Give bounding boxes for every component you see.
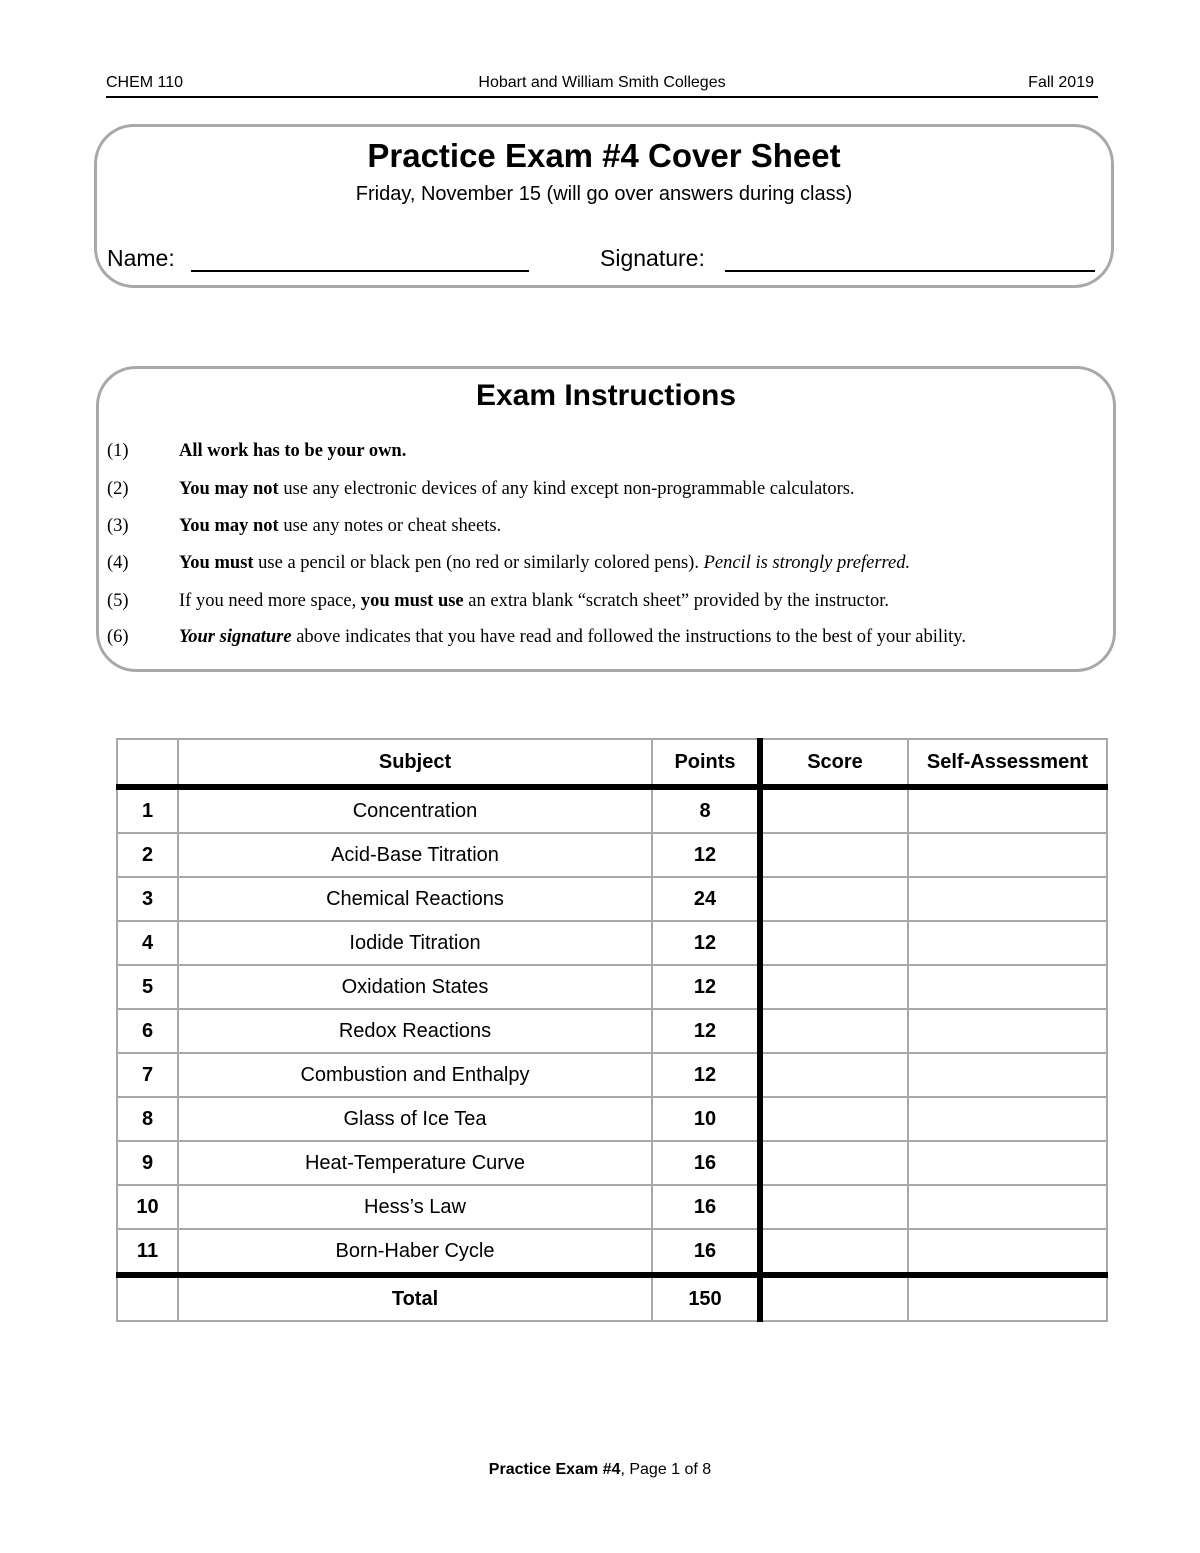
score-cell[interactable]	[760, 965, 908, 1009]
score-cell[interactable]	[760, 877, 908, 921]
signature-label: Signature:	[600, 245, 705, 271]
column-header-subject: Subject	[178, 739, 652, 787]
question-subject: Glass of Ice Tea	[178, 1097, 652, 1141]
question-subject: Concentration	[178, 787, 652, 833]
question-number: 5	[117, 965, 178, 1009]
self-assessment-cell[interactable]	[908, 1141, 1107, 1185]
total-points: 150	[652, 1275, 760, 1321]
column-header-points: Points	[652, 739, 760, 787]
self-assessment-cell[interactable]	[908, 833, 1107, 877]
question-points: 24	[652, 877, 760, 921]
question-points: 16	[652, 1185, 760, 1229]
question-subject: Heat-Temperature Curve	[178, 1141, 652, 1185]
score-cell[interactable]	[760, 787, 908, 833]
question-subject: Acid-Base Titration	[178, 833, 652, 877]
table-row	[117, 1229, 1107, 1275]
self-assessment-cell[interactable]	[908, 1097, 1107, 1141]
table-row	[117, 1097, 1107, 1141]
table-header-row	[117, 739, 1107, 787]
page-footer	[0, 1461, 1200, 1479]
question-points: 16	[652, 1141, 760, 1185]
self-assessment-cell[interactable]	[908, 787, 1107, 833]
total-self-assessment-cell[interactable]	[908, 1275, 1107, 1321]
table-row	[117, 787, 1107, 833]
question-subject: Redox Reactions	[178, 1009, 652, 1053]
table-row	[117, 833, 1107, 877]
table-row	[117, 1053, 1107, 1097]
course-code: CHEM 110	[106, 74, 184, 91]
question-number: 8	[117, 1097, 178, 1141]
question-points: 12	[652, 1053, 760, 1097]
question-number: 9	[117, 1141, 178, 1185]
total-number-cell	[117, 1275, 178, 1321]
table-row	[117, 1009, 1107, 1053]
question-subject: Oxidation States	[178, 965, 652, 1009]
question-subject: Hess’s Law	[178, 1185, 652, 1229]
self-assessment-cell[interactable]	[908, 877, 1107, 921]
score-cell[interactable]	[760, 1097, 908, 1141]
self-assessment-cell[interactable]	[908, 1053, 1107, 1097]
score-cell[interactable]	[760, 1009, 908, 1053]
question-number: 7	[117, 1053, 178, 1097]
score-cell[interactable]	[760, 1053, 908, 1097]
question-points: 12	[652, 833, 760, 877]
exam-date: Friday, November 15 (will go over answers during class)	[355, 183, 853, 205]
self-assessment-cell[interactable]	[908, 965, 1107, 1009]
question-number: 2	[117, 833, 178, 877]
table-row	[117, 1185, 1107, 1229]
question-number: 6	[117, 1009, 178, 1053]
signature-field[interactable]	[725, 270, 1095, 272]
table-row	[117, 965, 1107, 1009]
footer-exam-name: Practice Exam #4	[488, 1461, 621, 1478]
self-assessment-cell[interactable]	[908, 1009, 1107, 1053]
question-subject: Born-Haber Cycle	[178, 1229, 652, 1275]
institution-name: Hobart and William Smith Colleges	[478, 74, 726, 91]
question-points: 8	[652, 787, 760, 833]
instructions-box: Exam Instructions (1) All work has to be your own. (2) You may not use any electronic devices of any kind except non-programmable calculators. (3) You may not use any notes or cheat sheets. (4) You must use a pencil or black pen (no red or similarly colored pens). Pencil is strongly preferred. (5) If you need more space, you must use an extra blank “scratch sheet” provided by the instructor. (6) Your signature above indicates that you have read and followed the instructions to the best of your ability.	[96, 366, 1116, 672]
total-row	[117, 1275, 1107, 1321]
footer-page-number: , Page 1 of 8	[620, 1461, 712, 1478]
question-subject: Chemical Reactions	[178, 877, 652, 921]
table-row	[117, 921, 1107, 965]
name-field[interactable]	[191, 270, 529, 272]
total-score-cell[interactable]	[760, 1275, 908, 1321]
name-label: Name:	[107, 245, 175, 271]
question-subject: Iodide Titration	[178, 921, 652, 965]
question-points: 16	[652, 1229, 760, 1275]
self-assessment-cell[interactable]	[908, 921, 1107, 965]
question-points: 12	[652, 965, 760, 1009]
question-number: 4	[117, 921, 178, 965]
question-number: 10	[117, 1185, 178, 1229]
self-assessment-cell[interactable]	[908, 1229, 1107, 1275]
table-row	[117, 877, 1107, 921]
question-number: 11	[117, 1229, 178, 1275]
score-cell[interactable]	[760, 1229, 908, 1275]
score-cell[interactable]	[760, 833, 908, 877]
column-header-self-assessment: Self-Assessment	[908, 739, 1107, 787]
column-header-score: Score	[760, 739, 908, 787]
question-points: 10	[652, 1097, 760, 1141]
score-cell[interactable]	[760, 1185, 908, 1229]
score-cell[interactable]	[760, 1141, 908, 1185]
question-points: 12	[652, 921, 760, 965]
score-cell[interactable]	[760, 921, 908, 965]
question-number: 1	[117, 787, 178, 833]
instructions-title: Exam Instructions	[475, 379, 737, 412]
question-points: 12	[652, 1009, 760, 1053]
question-number: 3	[117, 877, 178, 921]
question-subject: Combustion and Enthalpy	[178, 1053, 652, 1097]
score-table	[116, 738, 1108, 1322]
page-title: Practice Exam #4 Cover Sheet	[367, 137, 841, 174]
cover-box	[94, 124, 1114, 288]
term: Fall 2019	[1028, 74, 1094, 91]
page-header	[106, 70, 1098, 98]
total-label: Total	[178, 1275, 652, 1321]
self-assessment-cell[interactable]	[908, 1185, 1107, 1229]
column-header	[117, 739, 178, 787]
table-row	[117, 1141, 1107, 1185]
